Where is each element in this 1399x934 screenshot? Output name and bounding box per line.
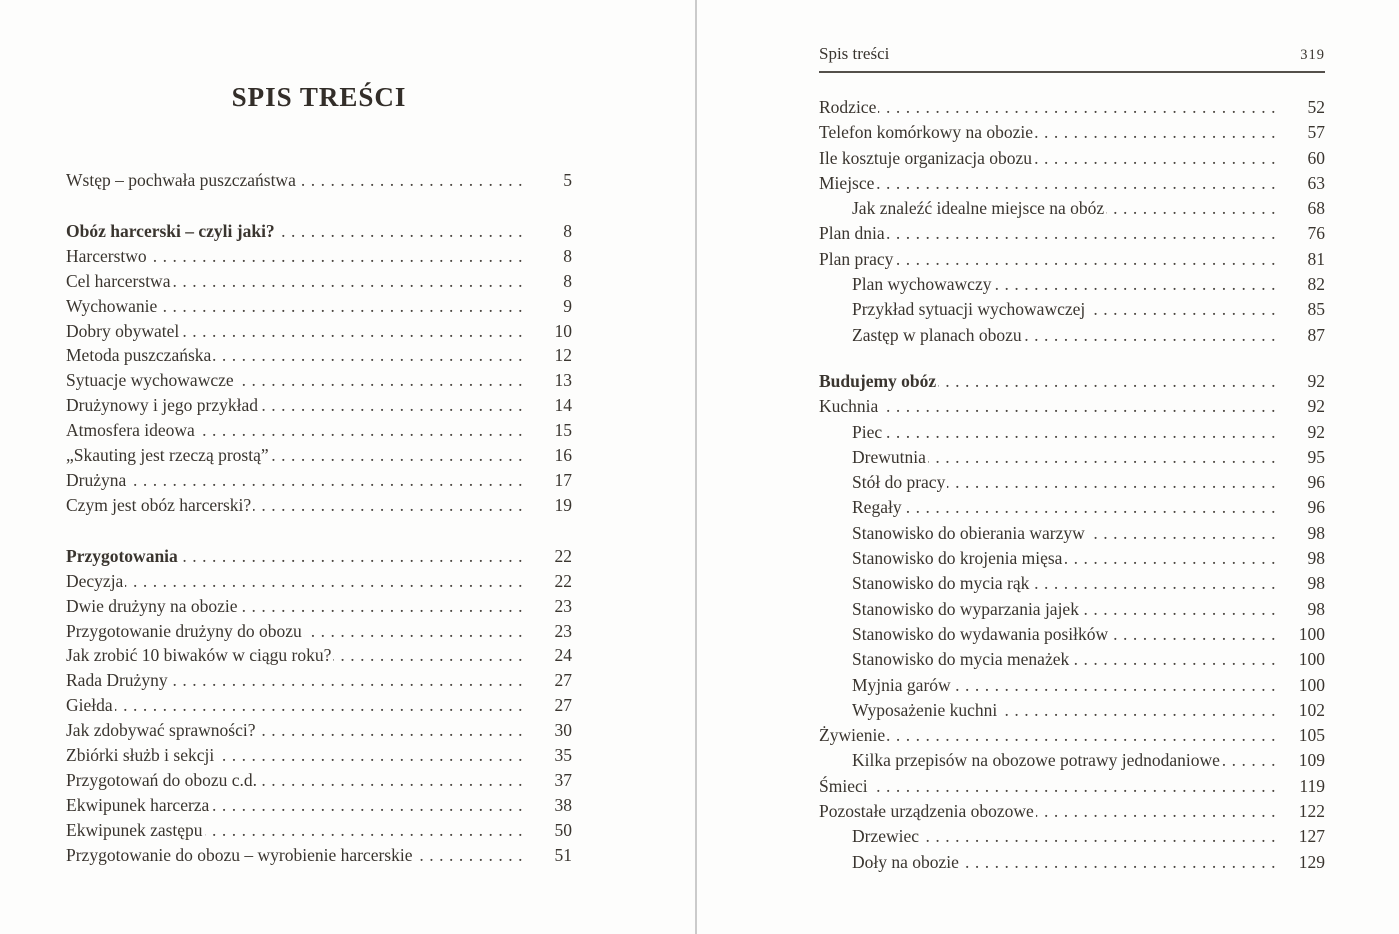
toc-leader-dots [999, 698, 1281, 723]
toc-leader-dots [271, 443, 528, 468]
toc-leader-dots [211, 793, 528, 818]
toc-entry-label: Telefon komórkowy na obozie [819, 122, 1034, 143]
toc-leader-dots [170, 668, 528, 693]
toc-page-number: 105 [1298, 725, 1325, 746]
toc-entry [819, 521, 1325, 546]
toc-entry-label: Sytuacje wychowawcze [66, 370, 234, 391]
toc-entry-label: Zastęp w planach obozu [852, 324, 1022, 345]
toc-page-number: 10 [554, 320, 572, 341]
toc-entry-label: Stanowisko do wyparzania jajek [852, 598, 1079, 619]
toc-leader-dots [172, 269, 528, 294]
toc-entry [66, 468, 572, 493]
toc-page-number: 95 [1307, 446, 1325, 467]
toc-entry-label: Kilka przepisów na obozowe potrawy jednodaniowe [852, 750, 1220, 771]
toc-entry-label: Drewutnia [852, 446, 926, 467]
toc-entry [66, 343, 572, 368]
toc-leader-dots [1110, 622, 1281, 647]
toc-entry-label: Budujemy obóz [819, 370, 937, 391]
toc-entry-label: Harcerstwo [66, 245, 147, 266]
toc-entry [66, 693, 572, 718]
toc-leader-dots [149, 244, 528, 269]
toc-entry-label: Przygotowanie do obozu – wyrobienie harcerskie [66, 844, 413, 865]
toc-entry-label: Ekwipunek harcerza [66, 794, 210, 815]
toc-page-number: 27 [554, 695, 572, 716]
toc-entry [66, 319, 572, 344]
toc-page-number: 9 [563, 295, 572, 316]
toc-leader-dots [895, 247, 1281, 272]
toc-page-number: 100 [1298, 623, 1325, 644]
toc-entry [66, 168, 572, 193]
toc-page-number: 87 [1307, 324, 1325, 345]
toc-leader-dots [1036, 799, 1281, 824]
toc-page-number: 109 [1298, 750, 1325, 771]
toc-leader-dots [253, 493, 528, 518]
toc-leader-dots [259, 768, 528, 793]
toc-entry [819, 673, 1325, 698]
toc-page-number: 14 [554, 395, 572, 416]
toc-entry [819, 698, 1325, 723]
toc-page-number: 38 [554, 794, 572, 815]
toc-entry-label: Wyposażenie kuchni [852, 699, 998, 720]
toc-entry-label: Przygotowanie drużyny do obozu [66, 620, 302, 641]
left-page [0, 0, 697, 934]
toc-entry [819, 196, 1325, 221]
toc-leader-dots [876, 171, 1281, 196]
toc-page-number: 30 [554, 720, 572, 741]
toc-leader-dots [128, 468, 528, 493]
toc-entry [819, 445, 1325, 470]
toc-entry-label: Regały [852, 497, 902, 518]
toc-leader-dots [1064, 546, 1281, 571]
toc-page-number: 13 [554, 370, 572, 391]
toc-page-number: 68 [1307, 198, 1325, 219]
toc-entry [819, 748, 1325, 773]
toc-entry [66, 569, 572, 594]
toc-entry-label: Stanowisko do wydawania posiłków [852, 623, 1109, 644]
right-toc-list [819, 95, 1325, 875]
toc-leader-dots [1071, 647, 1281, 672]
toc-entry-label: Rodzice [819, 97, 877, 117]
toc-page-number: 37 [554, 769, 572, 790]
toc-page-number: 57 [1307, 122, 1325, 143]
toc-entry-label: „Skauting jest rzeczą prostą” [66, 445, 269, 466]
toc-leader-dots [878, 95, 1281, 120]
toc-leader-dots [258, 718, 528, 743]
toc-leader-dots [887, 723, 1281, 748]
toc-page-number: 98 [1307, 548, 1325, 569]
toc-page-number: 23 [554, 620, 572, 641]
toc-page-number: 92 [1307, 370, 1325, 391]
toc-leader-dots [1106, 196, 1281, 221]
left-toc-list [66, 168, 572, 868]
toc-page-number: 96 [1307, 497, 1325, 518]
toc-page-number: 17 [554, 469, 572, 490]
toc-page-number: 22 [554, 570, 572, 591]
toc-page-number: 92 [1307, 421, 1325, 442]
toc-entry-label: Ekwipunek zastępu [66, 819, 203, 840]
toc-entry-label: Myjnia garów [852, 674, 951, 695]
toc-entry [66, 793, 572, 818]
toc-page-number: 15 [554, 420, 572, 441]
toc-leader-dots [1031, 571, 1281, 596]
toc-group [819, 95, 1325, 348]
toc-entry [66, 818, 572, 843]
toc-entry-label: Drużyna [66, 469, 127, 490]
toc-entry [819, 799, 1325, 824]
toc-entry [819, 723, 1325, 748]
toc-entry-label: Dwie drużyny na obozie [66, 595, 238, 616]
toc-leader-dots [205, 818, 528, 843]
toc-page-number: 8 [563, 270, 572, 291]
toc-entry-label: Czym jest obóz harcerski? [66, 494, 252, 515]
toc-entry [66, 219, 572, 244]
toc-page-number: 100 [1298, 674, 1325, 695]
toc-entry [819, 850, 1325, 875]
toc-leader-dots [938, 369, 1281, 394]
toc-page-number: 27 [554, 670, 572, 691]
toc-entry [819, 495, 1325, 520]
toc-entry-label: Jak znaleźć idealne miejsce na obóz [852, 198, 1105, 219]
toc-entry-label: Pozostałe urządzenia obozowe [819, 801, 1034, 822]
toc-page-number: 102 [1298, 699, 1325, 720]
toc-group [66, 544, 572, 868]
toc-entry [819, 824, 1325, 849]
toc-entry-label: Metoda puszczańska [66, 345, 212, 366]
toc-entry-label: Decyzja [66, 570, 124, 591]
toc-page-number: 24 [554, 645, 572, 666]
toc-entry-label: Zbiórki służb i sekcji [66, 745, 215, 766]
toc-entry [819, 546, 1325, 571]
toc-entry [819, 272, 1325, 297]
toc-page-number: 22 [554, 545, 572, 566]
toc-leader-dots [197, 418, 528, 443]
toc-leader-dots [415, 843, 529, 868]
toc-leader-dots [1081, 597, 1281, 622]
toc-group [819, 369, 1325, 875]
toc-leader-dots [304, 619, 528, 644]
toc-entry [819, 221, 1325, 246]
toc-entry [819, 597, 1325, 622]
toc-page-number: 100 [1298, 649, 1325, 670]
toc-leader-dots [240, 594, 528, 619]
toc-entry [819, 394, 1325, 419]
toc-page-number: 98 [1307, 522, 1325, 543]
toc-leader-dots [115, 693, 528, 718]
toc-entry [819, 647, 1325, 672]
toc-leader-dots [947, 470, 1281, 495]
toc-page-number: 60 [1307, 147, 1325, 168]
toc-leader-dots [1087, 521, 1281, 546]
toc-entry [66, 368, 572, 393]
toc-leader-dots [1087, 297, 1281, 322]
toc-leader-dots [887, 221, 1281, 246]
toc-leader-dots [870, 774, 1281, 799]
toc-entry [819, 420, 1325, 445]
toc-entry-label: Śmieci [819, 775, 868, 796]
toc-entry-label: Atmosfera ideowa [66, 420, 195, 441]
running-header-page-number: 319 [1300, 47, 1325, 63]
toc-page-number: 5 [563, 170, 572, 190]
toc-leader-dots [884, 420, 1281, 445]
toc-page-number: 98 [1307, 598, 1325, 619]
toc-entry [819, 146, 1325, 171]
toc-entry-label: Przykład sytuacji wychowawczej [852, 299, 1086, 320]
running-header-title: Spis treści [819, 44, 890, 63]
toc-entry [66, 244, 572, 269]
toc-title: SPIS TREŚCI [231, 82, 407, 112]
toc-leader-dots [1034, 146, 1281, 171]
toc-page-number: 35 [554, 745, 572, 766]
toc-leader-dots [159, 294, 528, 319]
toc-entry-label: Drużynowy i jego przykład [66, 395, 258, 416]
toc-leader-dots [277, 219, 528, 244]
toc-entry-label: Jak zdobywać sprawności? [66, 720, 256, 741]
toc-page-number: 85 [1307, 299, 1325, 320]
toc-entry-label: Rada Drużyny [66, 670, 168, 691]
toc-entry-label: Kuchnia [819, 396, 879, 417]
toc-leader-dots [1035, 120, 1281, 145]
toc-entry [819, 95, 1325, 120]
toc-page-number: 8 [563, 245, 572, 266]
toc-entry-label: Plan wychowawczy [852, 274, 992, 295]
toc-entry [66, 843, 572, 868]
toc-leader-dots [216, 743, 528, 768]
toc-entry [819, 171, 1325, 196]
toc-entry-label: Dobry obywatel [66, 320, 180, 341]
toc-leader-dots [180, 544, 528, 569]
toc-group [66, 168, 572, 193]
toc-entry [66, 619, 572, 644]
toc-entry-label: Giełda [66, 695, 113, 716]
toc-leader-dots [880, 394, 1281, 419]
toc-leader-dots [125, 569, 528, 594]
toc-entry-label: Stanowisko do krojenia mięsa [852, 548, 1063, 569]
toc-entry-label: Miejsce [819, 172, 875, 193]
toc-page-number: 96 [1307, 472, 1325, 493]
toc-entry [819, 622, 1325, 647]
toc-page-number: 8 [563, 220, 572, 241]
toc-entry-label: Obóz harcerski – czyli jaki? [66, 220, 275, 241]
toc-entry-label: Przygotowań do obozu c.d. [66, 769, 258, 790]
toc-page-number: 52 [1307, 97, 1325, 117]
toc-entry [66, 743, 572, 768]
toc-entry [819, 369, 1325, 394]
toc-leader-dots [1222, 748, 1281, 773]
toc-entry [66, 418, 572, 443]
toc-entry [66, 643, 572, 668]
toc-entry-label: Przygotowania [66, 545, 178, 566]
toc-entry [66, 393, 572, 418]
toc-entry-label: Stanowisko do mycia rąk [852, 573, 1030, 594]
right-page [697, 0, 1399, 934]
toc-leader-dots [928, 445, 1281, 470]
toc-entry [819, 774, 1325, 799]
toc-page-number: 127 [1298, 826, 1325, 847]
toc-page-number: 50 [554, 819, 572, 840]
toc-entry-label: Wstęp – pochwała puszczaństwa [66, 170, 296, 190]
toc-entry-label: Stanowisko do obierania warzyw [852, 522, 1085, 543]
running-header [819, 44, 1325, 73]
toc-entry [819, 571, 1325, 596]
toc-page-number: 76 [1307, 223, 1325, 244]
toc-leader-dots [260, 393, 528, 418]
toc-page-number: 19 [554, 494, 572, 515]
toc-page-number: 122 [1298, 801, 1325, 822]
toc-leader-dots [921, 824, 1281, 849]
toc-page-number: 129 [1298, 851, 1325, 872]
toc-entry-label: Stół do pracy [852, 472, 946, 493]
toc-entry [66, 544, 572, 569]
toc-entry [819, 297, 1325, 322]
toc-leader-dots [213, 343, 528, 368]
toc-leader-dots [993, 272, 1281, 297]
toc-entry-label: Drzewiec [852, 826, 920, 847]
toc-entry-label: Żywienie [819, 725, 886, 746]
toc-entry [66, 269, 572, 294]
toc-page-number: 16 [554, 445, 572, 466]
toc-leader-dots [181, 319, 528, 344]
toc-entry [66, 668, 572, 693]
toc-leader-dots [333, 643, 528, 668]
toc-group [66, 219, 572, 518]
toc-entry [66, 294, 572, 319]
toc-entry-label: Plan pracy [819, 248, 894, 269]
toc-entry [66, 443, 572, 468]
toc-entry [66, 718, 572, 743]
toc-page-number: 119 [1299, 775, 1325, 796]
toc-page-number: 12 [554, 345, 572, 366]
toc-leader-dots [953, 673, 1281, 698]
toc-page-number: 82 [1307, 274, 1325, 295]
toc-leader-dots [961, 850, 1281, 875]
toc-leader-dots [298, 168, 528, 193]
toc-page-number: 23 [554, 595, 572, 616]
toc-entry [819, 120, 1325, 145]
toc-entry [66, 768, 572, 793]
toc-leader-dots [1024, 323, 1281, 348]
toc-page-number: 63 [1307, 172, 1325, 193]
toc-entry-label: Stanowisko do mycia menażek [852, 649, 1070, 670]
toc-entry-label: Jak zrobić 10 biwaków w ciągu roku? [66, 645, 332, 666]
toc-entry [819, 470, 1325, 495]
toc-page-number: 92 [1307, 396, 1325, 417]
toc-page-number: 81 [1307, 248, 1325, 269]
toc-page-number: 98 [1307, 573, 1325, 594]
toc-entry [66, 594, 572, 619]
toc-leader-dots [236, 368, 528, 393]
toc-entry [819, 247, 1325, 272]
toc-entry-label: Ile kosztuje organizacja obozu [819, 147, 1032, 168]
toc-leader-dots [904, 495, 1281, 520]
toc-entry-label: Cel harcerstwa [66, 270, 171, 291]
toc-entry-label: Piec [852, 421, 883, 442]
toc-entry [66, 493, 572, 518]
toc-entry-label: Doły na obozie [852, 851, 959, 872]
toc-entry-label: Wychowanie [66, 295, 158, 316]
toc-entry-label: Plan dnia [819, 223, 885, 244]
toc-page-number: 51 [554, 844, 572, 865]
toc-entry [819, 323, 1325, 348]
